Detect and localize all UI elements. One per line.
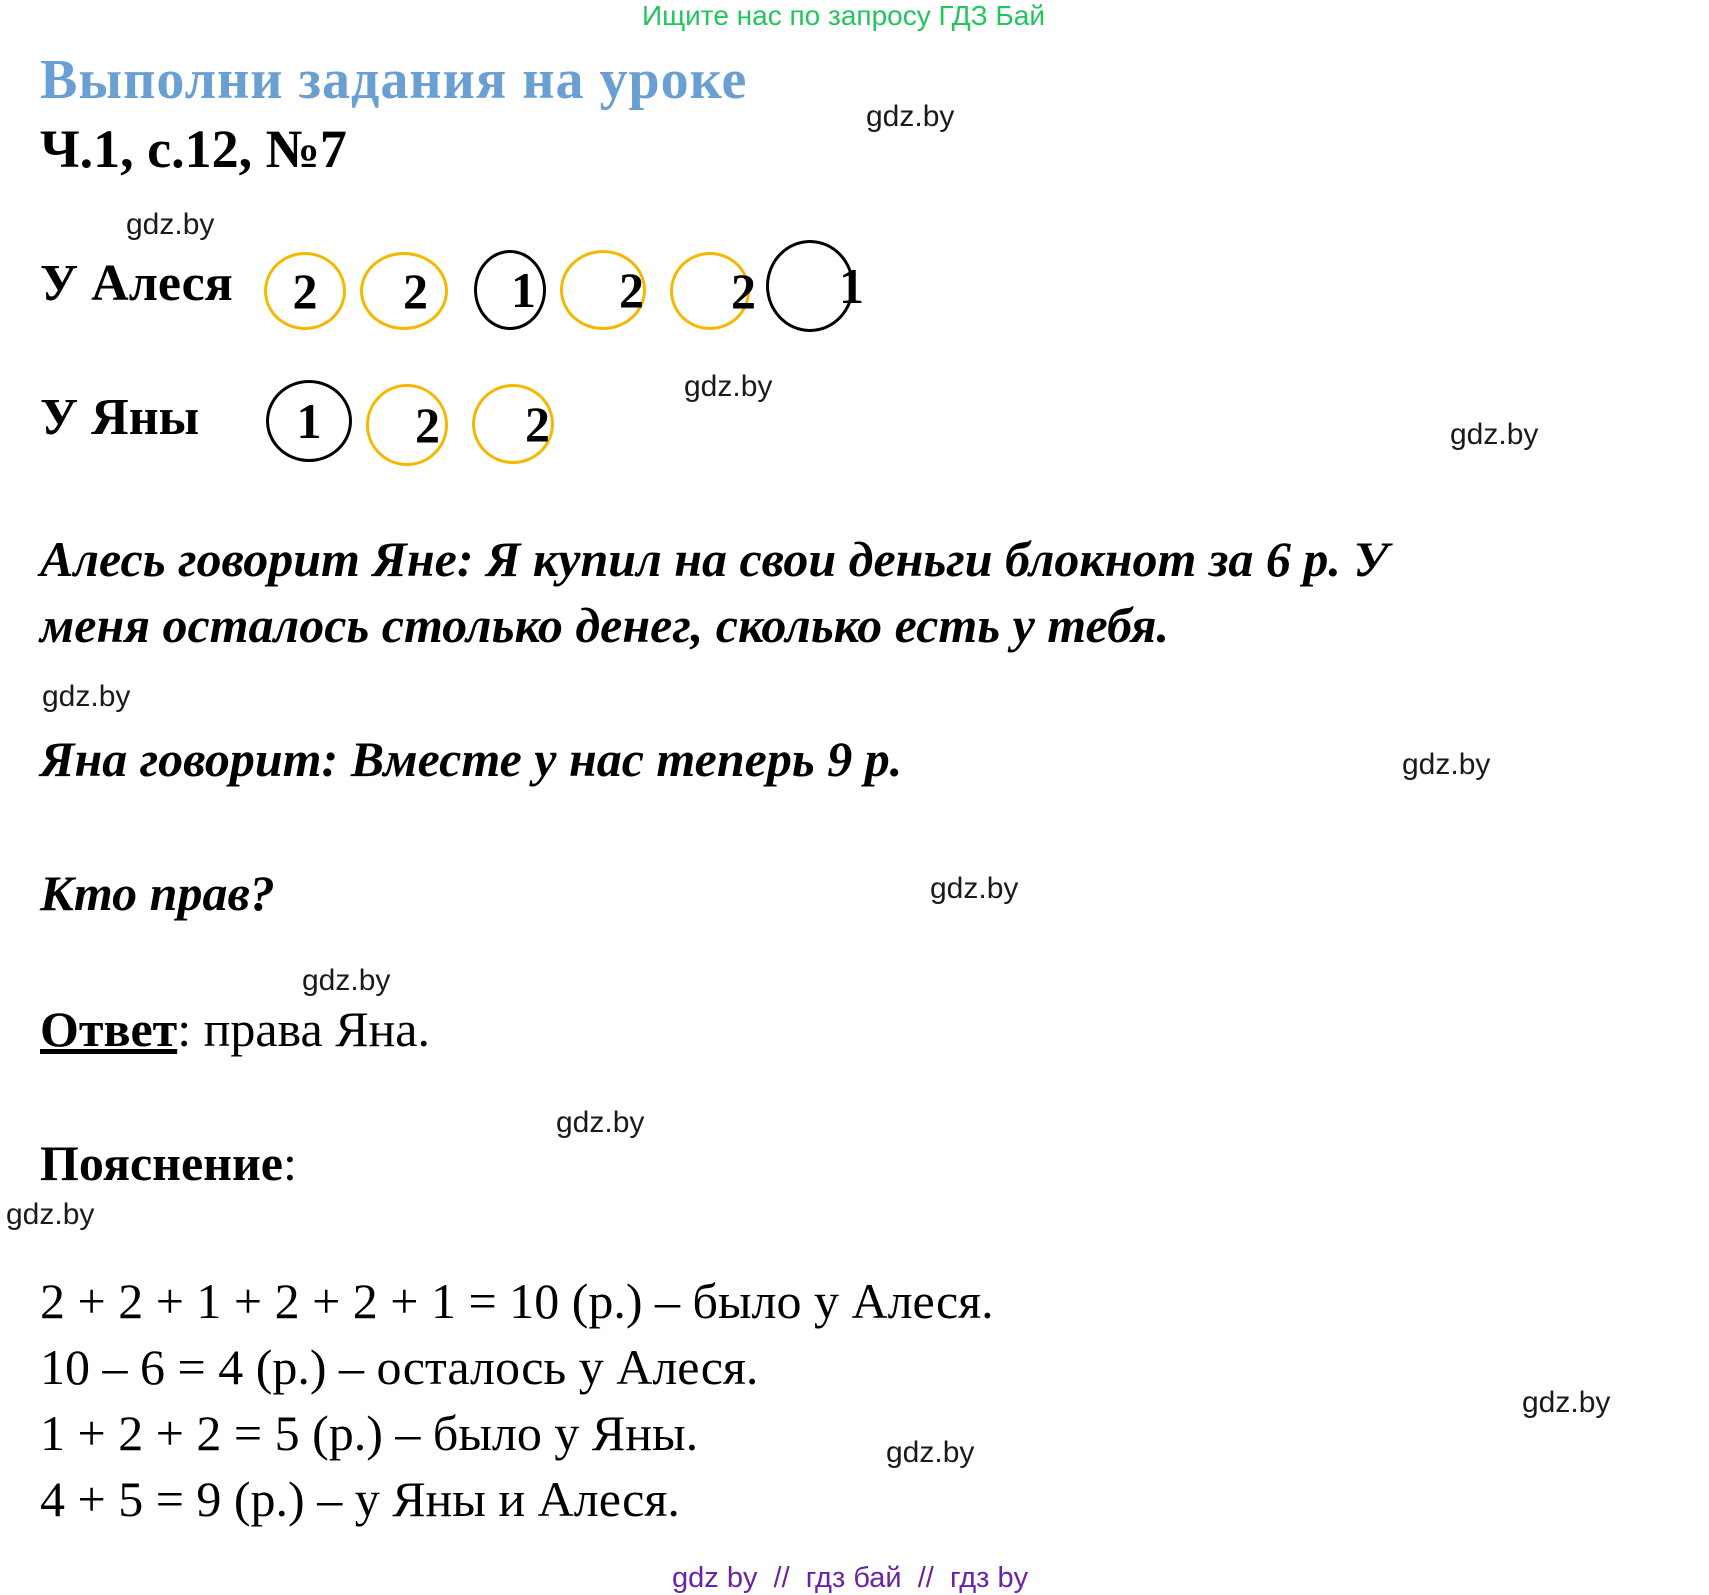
- page-title: Выполни задания на уроке: [40, 49, 748, 111]
- coin: [670, 252, 756, 330]
- watermark: gdz.by: [302, 964, 391, 997]
- watermark: gdz.by: [6, 1198, 95, 1231]
- question: Кто прав?: [40, 865, 275, 921]
- watermark: gdz.by: [1522, 1386, 1611, 1419]
- coin: [366, 384, 448, 466]
- explanation-colon: :: [283, 1135, 297, 1191]
- coin-value: 1: [839, 258, 864, 314]
- watermark: gdz.by: [886, 1436, 975, 1469]
- answer: [40, 1000, 430, 1058]
- coin: [474, 250, 546, 330]
- coin-value: 2: [619, 262, 644, 318]
- coin: [766, 240, 864, 332]
- watermark: gdz.by: [930, 872, 1019, 905]
- coin-value: 1: [296, 393, 322, 449]
- explanation-line: 2 + 2 + 1 + 2 + 2 + 1 = 10 (р.) – было у Алеся.: [40, 1273, 994, 1329]
- top-banner: Ищите нас по запросу ГДЗ Бай: [642, 0, 1046, 31]
- ales-label: У Алеся: [40, 255, 233, 312]
- answer-label: Ответ: [40, 1001, 178, 1057]
- explanation-heading: [40, 1134, 297, 1192]
- coin: [472, 384, 554, 464]
- explanation-line: 4 + 5 = 9 (р.) – у Яны и Алеся.: [40, 1471, 680, 1527]
- watermark: gdz.by: [42, 680, 131, 713]
- problem-line-2: меня осталось столько денег, сколько есть у тебя.: [40, 597, 1170, 653]
- problem-line-3: Яна говорит: Вместе у нас теперь 9 р.: [40, 731, 903, 787]
- coin-value: 2: [525, 396, 550, 452]
- watermark: gdz.by: [126, 208, 215, 241]
- coin-value: 2: [292, 263, 318, 319]
- watermark: gdz.by: [1450, 418, 1539, 451]
- watermark: gdz.by: [866, 100, 955, 133]
- watermark: gdz.by: [684, 370, 773, 403]
- problem-line-1: Алесь говорит Яне: Я купил на свои деньги блокнот за 6 р. У: [40, 531, 1389, 587]
- coin-value: 1: [511, 262, 536, 318]
- explanation-line: 10 – 6 = 4 (р.) – осталось у Алеся.: [40, 1339, 759, 1395]
- watermark: gdz.by: [556, 1106, 645, 1139]
- answer-text: : права Яна.: [177, 1001, 431, 1057]
- explanation-label: Пояснение: [40, 1135, 283, 1191]
- task-reference: Ч.1, с.12, №7: [40, 119, 347, 179]
- yana-label: У Яны: [40, 389, 200, 446]
- coin: [360, 252, 448, 330]
- coin-value: 2: [415, 397, 440, 453]
- coin: [266, 380, 352, 462]
- watermark: gdz.by: [1402, 748, 1491, 781]
- coin: [264, 252, 346, 330]
- coin: [560, 250, 646, 330]
- coin-value: 2: [403, 263, 428, 319]
- coin-value: 2: [731, 263, 756, 319]
- explanation-line: 1 + 2 + 2 = 5 (р.) – было у Яны.: [40, 1405, 699, 1461]
- footer-links[interactable]: gdz by // гдз бай // гдз by: [672, 1562, 1029, 1594]
